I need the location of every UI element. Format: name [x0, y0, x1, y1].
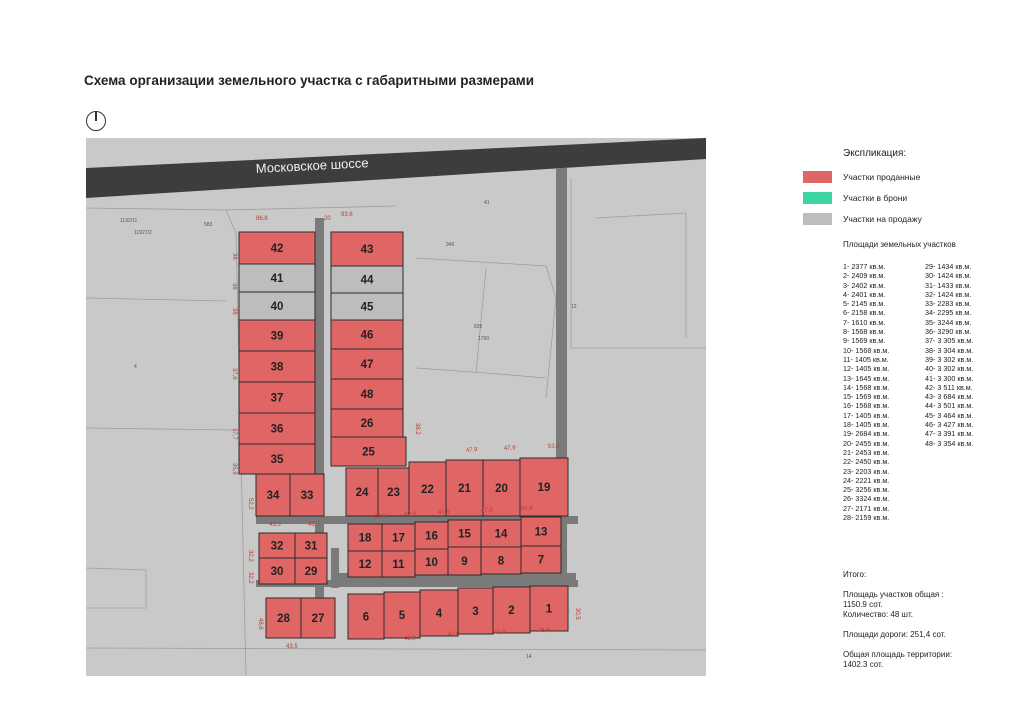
area-list-item: 28- 2159 кв.м.: [843, 513, 890, 523]
area-list-item: 43- 3 684 кв.м.: [925, 392, 974, 402]
plot-number-13: 13: [534, 526, 548, 539]
plot-number-31: 31: [304, 540, 318, 553]
area-list-item: 21- 2453 кв.м.: [843, 447, 890, 457]
plot-number-30: 30: [270, 566, 284, 578]
dimension-label: 43,5: [269, 522, 281, 528]
dimension-label: 32,2: [247, 572, 253, 584]
area-list-item: 4- 2401 кв.м.: [843, 289, 886, 299]
plot-number-8: 8: [497, 555, 505, 568]
plot-number-24: 24: [355, 487, 369, 499]
area-list-item: 32- 1424 кв.м.: [925, 289, 972, 299]
dimension-label: 47,9: [493, 629, 506, 636]
plot-number-5: 5: [398, 610, 406, 622]
road-name-label: Московское шоссе: [255, 155, 369, 176]
dimension-label: 42,9: [374, 514, 386, 520]
dimension-label: 52,2: [247, 498, 253, 510]
plot-number-14: 14: [494, 528, 508, 541]
plot-number-10: 10: [425, 557, 438, 569]
area-list-item: 1- 2377 кв.м.: [843, 262, 886, 271]
plot-number-12: 12: [358, 559, 372, 571]
dimension-label: 38: [231, 283, 237, 290]
legend-label: Участки в брони: [843, 193, 908, 203]
dimension-label: 47,9: [480, 507, 493, 514]
plot-number-15: 15: [458, 528, 471, 541]
area-list-item: 16- 1568 кв.м.: [843, 401, 890, 411]
area-list-item: 30- 1424 кв.м.: [925, 271, 972, 281]
plot-number-48: 48: [360, 389, 374, 401]
plot-number-11: 11: [392, 559, 405, 571]
area-list-item: 11- 1405 кв.м.: [843, 354, 889, 364]
legend-label: Участки проданные: [843, 172, 921, 182]
area-list-item: 13- 1645 кв.м.: [843, 373, 890, 383]
area-list-item: 33- 2283 кв.м.: [925, 299, 972, 309]
dimension-label: 42,9: [404, 512, 416, 518]
plot-number-45: 45: [360, 301, 374, 314]
area-list-item: 19- 2684 кв.м.: [843, 429, 890, 439]
area-list-item: 18- 1405 кв.м.: [843, 420, 890, 430]
plot-number-7: 7: [537, 554, 545, 567]
dimension-label: 50,8: [520, 505, 533, 512]
area-list-item: 15- 1569 кв.м.: [843, 392, 890, 402]
plot-number-33: 33: [300, 490, 314, 502]
plot-number-21: 21: [458, 483, 471, 495]
dimension-label: 48,4: [537, 627, 550, 634]
plot-number-34: 34: [266, 490, 280, 502]
page-title: Схема организации земельного участка с габаритными размерами: [84, 73, 535, 88]
area-list-item: 2- 2409 кв.м.: [843, 271, 886, 281]
legend-item-reserved: [803, 192, 1013, 213]
area-list-item: 31- 1433 кв.м.: [925, 280, 972, 290]
dimension-label: 38: [231, 253, 237, 260]
summary-area-label: Площадь участков общая :: [843, 590, 944, 599]
dimension-label: 30,5: [574, 608, 580, 620]
legend-swatch-sold: [803, 171, 832, 183]
legend-item-for-sale: [803, 213, 1013, 234]
area-list-item: 10- 1568 кв.м.: [843, 345, 890, 355]
legend-item-sold: [803, 171, 1013, 192]
area-list-item: 22- 2450 кв.м.: [843, 457, 890, 467]
plot-number-44: 44: [360, 274, 374, 287]
area-list-item: 14- 1568 кв.м.: [843, 382, 890, 392]
legend: [803, 148, 1013, 234]
summary: [843, 570, 1018, 670]
dimension-label: 43,5: [286, 644, 298, 650]
area-list-item: 45- 3 464 кв.м.: [925, 410, 974, 420]
dimension-label: 47,9: [503, 445, 516, 452]
summary-count: Количество: 48 шт.: [843, 610, 913, 619]
legend-title: Экспликация:: [843, 148, 907, 159]
area-list-item: 29- 1434 кв.м.: [925, 262, 972, 271]
plot-number-4: 4: [435, 608, 443, 620]
plot-number-39: 39: [270, 330, 284, 343]
dimension-label: 53,2: [547, 443, 560, 450]
area-list-item: 25- 3256 кв.м.: [843, 485, 890, 495]
cadastral-label: 14: [526, 654, 532, 660]
area-list-item: 41- 3 300 кв.м.: [925, 373, 974, 383]
summary-area-value: 1150.9 сот.: [843, 600, 883, 609]
area-list-item: 9- 1569 кв.м.: [843, 336, 886, 346]
plot-number-35: 35: [270, 454, 284, 466]
area-list-item: 17- 1405 кв.м.: [843, 410, 890, 420]
plot-number-26: 26: [360, 418, 374, 430]
area-list-item: 6- 2158 кв.м.: [843, 308, 886, 318]
plot-number-22: 22: [421, 484, 434, 496]
area-list-item: 5- 2145 кв.м.: [843, 299, 886, 309]
area-list-item: 7- 1610 кв.м.: [843, 317, 886, 327]
cadastral-label: 12: [571, 304, 577, 310]
site-plan-svg: [86, 138, 706, 676]
dimension-label: 47,9: [447, 631, 460, 638]
area-list-item: 8- 1568 кв.м.: [843, 327, 886, 337]
area-list-item: 36- 3290 кв.м.: [925, 327, 972, 337]
area-list-item: 34- 2295 кв.м.: [925, 308, 972, 318]
dimension-label: 42,9: [404, 636, 416, 642]
dimension-label: 43,7: [308, 522, 320, 528]
plot-number-9: 9: [461, 556, 468, 568]
plot-number-27: 27: [311, 613, 325, 625]
plot-number-29: 29: [304, 566, 318, 578]
dimension-label: 32,2: [247, 550, 253, 562]
summary-territory-label: Общая площадь территории:: [843, 650, 953, 659]
dimension-label: 35,9: [231, 463, 237, 475]
north-arrow-icon: [86, 111, 106, 131]
legend-swatch-for-sale: [803, 213, 832, 225]
area-list-item: 3- 2402 кв.м.: [843, 280, 886, 290]
plot-number-25: 25: [362, 446, 375, 459]
cadastral-label: 583: [204, 222, 213, 228]
areas-title: Площади земельных участков: [843, 240, 956, 249]
dimension-label: 86,8: [256, 216, 268, 222]
plot-number-20: 20: [495, 483, 508, 495]
dimension-label: 38,2: [414, 423, 420, 435]
legend-swatch-reserved: [803, 192, 832, 204]
plot-number-6: 6: [362, 611, 370, 624]
area-list-item: 23- 2203 кв.м.: [843, 466, 890, 476]
plot-number-40: 40: [270, 301, 284, 313]
cadastral-label: 835: [474, 324, 483, 330]
plot-number-43: 43: [360, 244, 374, 256]
area-list-item: 27- 2171 кв.м.: [843, 503, 890, 513]
plot-number-38: 38: [270, 361, 284, 374]
area-list-item: 24- 2221 кв.м.: [843, 475, 890, 485]
area-list-item: 38- 3 304 кв.м.: [925, 345, 974, 355]
moscow-highway: [86, 138, 706, 198]
area-list-item: 26- 3324 кв.м.: [843, 494, 890, 504]
dimension-label: 48,6: [257, 618, 263, 630]
area-list-item: 40- 3 302 кв.м.: [925, 364, 974, 374]
area-list-item: 48- 3 354 кв.м.: [925, 438, 974, 448]
plot-number-19: 19: [537, 482, 551, 494]
cadastral-label: 4: [134, 364, 137, 370]
plot-number-1: 1: [545, 603, 553, 616]
area-list-item: 44- 3 501 кв.м.: [925, 401, 974, 411]
plot-number-17: 17: [392, 532, 405, 545]
plot-number-32: 32: [270, 540, 284, 553]
plot-number-18: 18: [358, 532, 372, 545]
plot-number-28: 28: [277, 613, 290, 625]
dimension-label: 37,7: [231, 428, 237, 440]
summary-territory-value: 1402.3 сот.: [843, 660, 884, 669]
summary-total-label: Итого:: [843, 570, 867, 579]
dimension-label: 47,9: [437, 509, 450, 516]
areas-list-col1: [843, 262, 889, 522]
dimension-label: 37,6: [231, 368, 237, 380]
area-list-item: 12- 1405 кв.м.: [843, 364, 890, 374]
plot-number-3: 3: [472, 606, 479, 618]
plot-number-41: 41: [270, 273, 284, 285]
area-list-item: 39- 3 302 кв.м.: [925, 354, 974, 364]
dimension-label: 20: [324, 216, 331, 222]
cadastral-label: 11927/2: [134, 230, 152, 236]
plot-number-47: 47: [360, 359, 374, 371]
dimension-label: 38: [231, 308, 237, 315]
plot-number-16: 16: [425, 530, 438, 543]
site-plan-map: [86, 138, 706, 676]
area-list-item: 20- 2455 кв.м.: [843, 438, 890, 448]
cadastral-label: 946: [446, 242, 455, 248]
plot-number-36: 36: [270, 423, 284, 436]
legend-label: Участки на продажу: [843, 214, 922, 224]
cadastral-label: 41: [484, 200, 490, 206]
area-list-item: 42- 3 511 кв.м.: [925, 382, 973, 392]
cadastral-label: 1790: [478, 336, 490, 342]
area-list-item: 46- 3 427 кв.м.: [925, 420, 974, 430]
plot-number-23: 23: [387, 487, 400, 499]
cadastral-label: 1192/11: [120, 218, 138, 224]
summary-road-area: Площади дороги: 251,4 сот.: [843, 630, 946, 639]
plot-number-42: 42: [270, 243, 284, 255]
area-list-item: 37- 3 305 кв.м.: [925, 336, 974, 346]
plot-number-37: 37: [270, 392, 284, 405]
dimension-label: 93,6: [341, 212, 353, 218]
area-list-item: 35- 3244 кв.м.: [925, 317, 972, 327]
area-list-item: 47- 3 391 кв.м.: [925, 429, 974, 439]
areas-list-col2: [925, 262, 973, 448]
dimension-label: 47,9: [465, 446, 478, 454]
plot-number-2: 2: [508, 605, 515, 617]
plot-number-46: 46: [360, 329, 374, 342]
